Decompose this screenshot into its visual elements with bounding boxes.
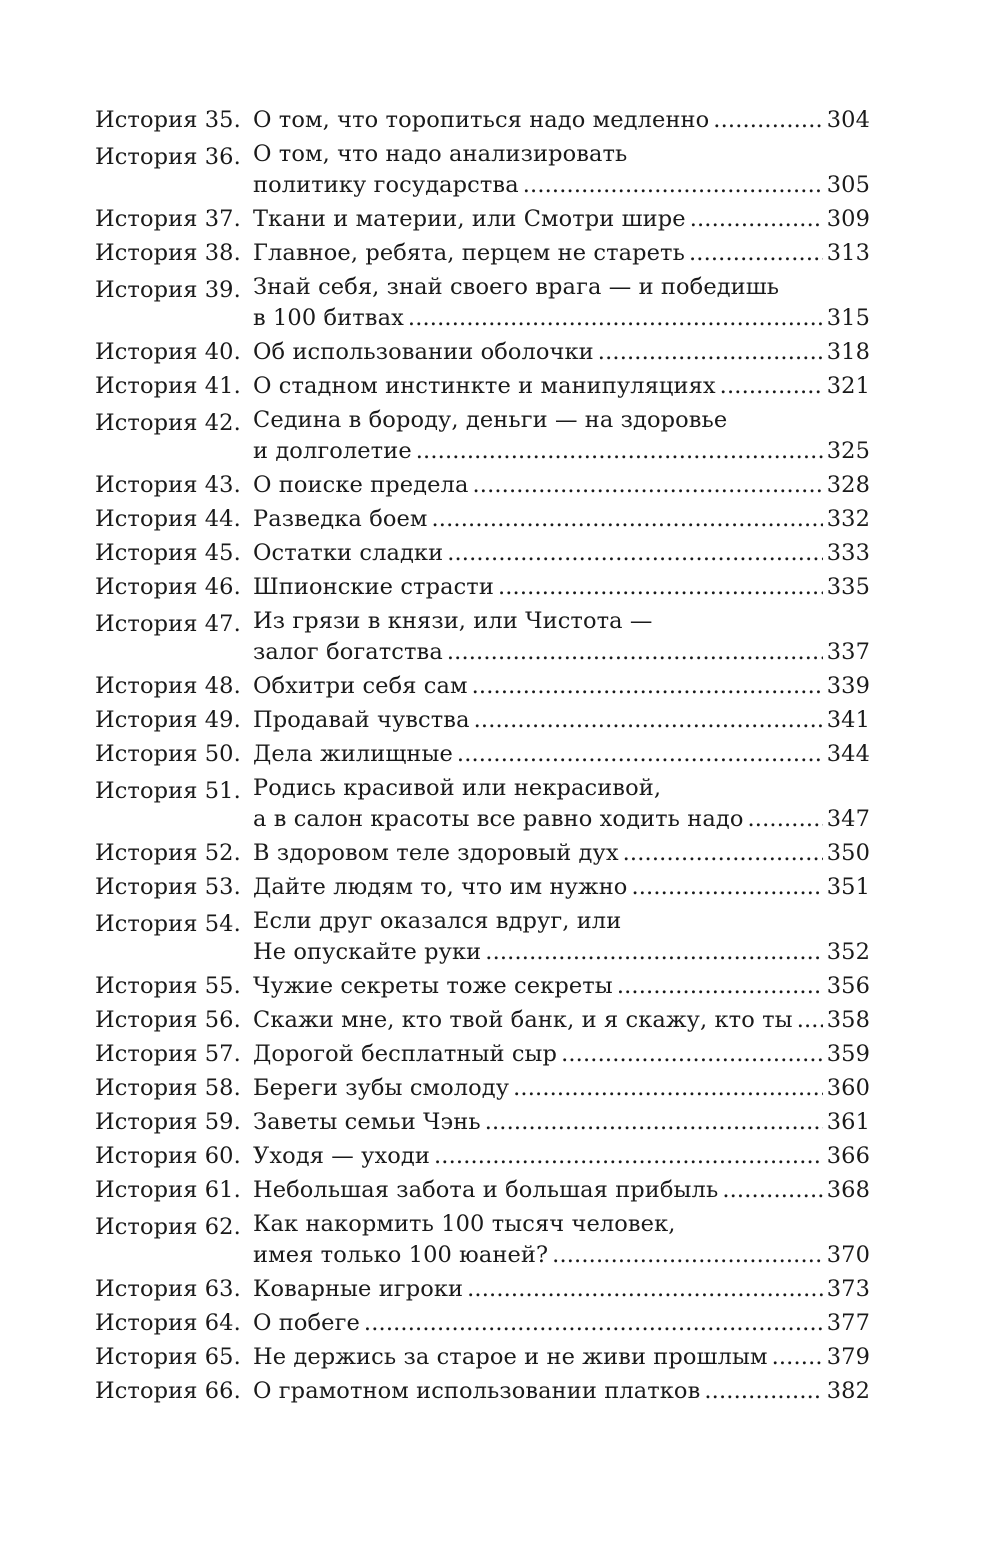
toc-entry-title-line: Об использовании оболочки <box>253 339 594 365</box>
page-number: 339 <box>826 673 870 699</box>
dot-leader <box>523 168 823 202</box>
toc-entry[interactable] <box>95 904 870 969</box>
toc-entry-label: История 43. <box>95 472 241 498</box>
toc-entry-title-line: Чужие секреты тоже секреты <box>253 973 613 999</box>
toc-entry[interactable] <box>95 1071 870 1105</box>
dot-leader <box>720 369 823 403</box>
toc-entry-title-line: О том, что надо анализировать <box>253 141 628 167</box>
page-number: 335 <box>826 574 870 600</box>
dot-leader <box>432 502 823 536</box>
toc-entry[interactable] <box>95 737 870 771</box>
toc-entry-label: История 62. <box>95 1214 241 1240</box>
toc-entry-title-line: залог богатства <box>253 639 443 665</box>
page-number: 370 <box>826 1242 870 1268</box>
toc-entry-label: История 63. <box>95 1276 241 1302</box>
toc-entry-title-line: Как накормить 100 тысяч человек, <box>253 1211 676 1237</box>
toc-entry-last-line <box>253 1306 870 1340</box>
toc-entry-title-line: Продавай чувства <box>253 707 470 733</box>
toc-entry-title-line: Береги зубы смолоду <box>253 1075 510 1101</box>
toc-entry-title-line: Скажи мне, кто твой банк, и я скажу, кто ты <box>253 1007 793 1033</box>
toc-entry-title-line: Шпионские страсти <box>253 574 494 600</box>
toc-entry-last-line <box>253 1173 870 1207</box>
toc-entry-body <box>253 1210 870 1272</box>
page-number: 337 <box>826 639 870 665</box>
dot-leader <box>457 737 823 771</box>
toc-entry-label: История 45. <box>95 540 241 566</box>
toc-entry-label: История 35. <box>95 107 241 133</box>
toc-entry-last-line <box>253 802 870 836</box>
toc-entry-label: История 61. <box>95 1177 241 1203</box>
dot-leader <box>722 1173 822 1207</box>
toc-entry-title-line: Обхитри себя сам <box>253 673 468 699</box>
toc-entry-title-line: Если друг оказался вдруг, или <box>253 908 622 934</box>
toc-entry-label: История 39. <box>95 277 241 303</box>
page-number: 368 <box>826 1177 870 1203</box>
page-number: 347 <box>826 806 870 832</box>
toc-entry-label: История 47. <box>95 611 241 637</box>
page-number: 358 <box>826 1007 870 1033</box>
toc-entry-body <box>253 202 870 236</box>
toc-entry-label: История 65. <box>95 1344 241 1370</box>
toc-entry-title-line: Не держись за старое и не живи прошлым <box>253 1344 768 1370</box>
dot-leader <box>498 570 823 604</box>
toc-entry-label: История 54. <box>95 911 241 937</box>
toc-entry[interactable] <box>95 236 870 270</box>
toc-entry-body <box>253 1340 870 1374</box>
toc-entry[interactable] <box>95 335 870 369</box>
toc-entry[interactable] <box>95 536 870 570</box>
toc-entry[interactable] <box>95 870 870 904</box>
toc-entry-body <box>253 969 870 1003</box>
toc-entry-title-line: Разведка боем <box>253 506 428 532</box>
toc-entry-last-line <box>253 870 870 904</box>
dot-leader <box>447 536 823 570</box>
toc-entry-label: История 42. <box>95 410 241 436</box>
dot-leader <box>408 301 823 335</box>
page-number: 379 <box>826 1344 870 1370</box>
toc-entry-title-line: Небольшая забота и большая прибыль <box>253 1177 719 1203</box>
toc-entry-title-line: Главное, ребята, перцем не стареть <box>253 240 685 266</box>
toc-entry[interactable] <box>95 502 870 536</box>
toc-entry-label: История 52. <box>95 840 241 866</box>
toc-entry-body <box>253 236 870 270</box>
toc-entry-body <box>253 1173 870 1207</box>
toc-entry-body <box>253 907 870 969</box>
toc-entry-body <box>253 737 870 771</box>
dot-leader <box>416 434 823 468</box>
toc-entry-last-line <box>253 669 870 703</box>
toc-entry[interactable] <box>95 1272 870 1306</box>
dot-leader <box>552 1238 823 1272</box>
toc-entry-title-line: В здоровом теле здоровый дух <box>253 840 619 866</box>
toc-entry-title-line: Уходя — уходи <box>253 1143 430 1169</box>
dot-leader <box>631 870 822 904</box>
page-number: 377 <box>826 1310 870 1336</box>
toc-entry-label: История 38. <box>95 240 241 266</box>
toc-entry-title-line: Ткани и материи, или Смотри шире <box>253 206 686 232</box>
toc-entry[interactable] <box>95 403 870 468</box>
page-number: 352 <box>826 939 870 965</box>
toc-entry-body <box>253 870 870 904</box>
toc-entry-last-line <box>253 1071 870 1105</box>
toc-entry-last-line <box>253 1105 870 1139</box>
toc-entry-label: История 40. <box>95 339 241 365</box>
toc-entry-title-line: О стадном инстинкте и манипуляциях <box>253 373 716 399</box>
page-number: 373 <box>826 1276 870 1302</box>
page-number: 318 <box>826 339 870 365</box>
toc-entry-last-line <box>253 502 870 536</box>
page-number: 361 <box>826 1109 870 1135</box>
toc-entry-title-line: О грамотном использовании платков <box>253 1378 701 1404</box>
page-number: 366 <box>826 1143 870 1169</box>
dot-leader <box>689 236 823 270</box>
page-number: 325 <box>826 438 870 464</box>
dot-leader <box>561 1037 823 1071</box>
dot-leader <box>704 1374 822 1408</box>
toc-entry[interactable] <box>95 836 870 870</box>
toc-entry-label: История 44. <box>95 506 241 532</box>
toc-entry-last-line <box>253 1340 870 1374</box>
toc-entry-last-line <box>253 369 870 403</box>
toc-entry-label: История 48. <box>95 673 241 699</box>
toc-entry-last-line <box>253 301 870 335</box>
dot-leader <box>690 202 823 236</box>
toc-entry-label: История 55. <box>95 973 241 999</box>
dot-leader <box>797 1003 823 1037</box>
toc-entry[interactable] <box>95 1173 870 1207</box>
dot-leader <box>623 836 823 870</box>
toc-entry-body <box>253 536 870 570</box>
toc-entry-body <box>253 468 870 502</box>
toc-entry-body <box>253 607 870 669</box>
toc-entry-title-line: Седина в бороду, деньги — на здоровье <box>253 407 728 433</box>
toc-entry-title-line: Остатки сладки <box>253 540 444 566</box>
toc-entry-label: История 37. <box>95 206 241 232</box>
toc-entry[interactable] <box>95 1003 870 1037</box>
toc-entry-label: История 60. <box>95 1143 241 1169</box>
toc-entry[interactable] <box>95 969 870 1003</box>
toc-entry-last-line <box>253 236 870 270</box>
toc-entry-last-line <box>253 969 870 1003</box>
toc-entry-last-line <box>253 737 870 771</box>
toc-entry-last-line <box>253 703 870 737</box>
toc-entry-body <box>253 570 870 604</box>
toc-entry-title-line: Дела жилищные <box>253 741 453 767</box>
page-number: 350 <box>826 840 870 866</box>
toc-entry[interactable] <box>95 771 870 836</box>
toc-entry-title-line: О поиске предела <box>253 472 469 498</box>
toc-entry[interactable] <box>95 604 870 669</box>
toc-entry-body <box>253 273 870 335</box>
page-number: 359 <box>826 1041 870 1067</box>
toc-entry-body <box>253 502 870 536</box>
toc-entry-body <box>253 1037 870 1071</box>
toc-entry-body <box>253 669 870 703</box>
dot-leader <box>513 1071 823 1105</box>
toc-entry-last-line <box>253 468 870 502</box>
toc-entry-label: История 66. <box>95 1378 241 1404</box>
toc-entry-title-line: Дорогой бесплатный сыр <box>253 1041 558 1067</box>
toc-entry-title-line: а в салон красоты все равно ходить надо <box>253 806 744 832</box>
toc-entry-last-line <box>253 1139 870 1173</box>
dot-leader <box>474 703 823 737</box>
page-number: 351 <box>826 874 870 900</box>
toc-entry[interactable] <box>95 202 870 236</box>
toc-entry[interactable] <box>95 669 870 703</box>
toc-entry[interactable] <box>95 468 870 502</box>
toc-entry-title-line: Знай себя, знай своего врага — и победишь <box>253 274 780 300</box>
toc-entry-label: История 36. <box>95 144 241 170</box>
dot-leader <box>472 468 822 502</box>
page-number: 344 <box>826 741 870 767</box>
toc-entry-last-line <box>253 168 870 202</box>
toc-entry-last-line <box>253 1272 870 1306</box>
toc-entry-body <box>253 1272 870 1306</box>
toc-entry-body <box>253 703 870 737</box>
toc-entry-body <box>253 335 870 369</box>
toc-entry[interactable] <box>95 270 870 335</box>
page-number: 356 <box>826 973 870 999</box>
dot-leader <box>364 1306 823 1340</box>
toc-entry[interactable] <box>95 570 870 604</box>
toc-entry-body <box>253 1105 870 1139</box>
page-number: 313 <box>826 240 870 266</box>
dot-leader <box>747 802 822 836</box>
toc-entry-last-line <box>253 202 870 236</box>
toc-entry-body <box>253 836 870 870</box>
toc-entry[interactable] <box>95 103 870 137</box>
dot-leader <box>598 335 823 369</box>
dot-leader <box>485 935 822 969</box>
toc-entry-last-line <box>253 635 870 669</box>
dot-leader <box>434 1139 823 1173</box>
toc-entry[interactable] <box>95 137 870 202</box>
toc-entry-last-line <box>253 1003 870 1037</box>
toc-entry-title-line: Коварные игроки <box>253 1276 464 1302</box>
page-number: 321 <box>826 373 870 399</box>
toc-entry-title-line: Родись красивой или некрасивой, <box>253 775 662 801</box>
toc-entry-label: История 64. <box>95 1310 241 1336</box>
dot-leader <box>485 1105 823 1139</box>
dot-leader <box>617 969 823 1003</box>
toc-entry-title-line: Не опускайте руки <box>253 939 482 965</box>
toc-entry-title-line: Заветы семьи Чэнь <box>253 1109 481 1135</box>
toc-entry-title-line: имея только 100 юаней? <box>253 1242 549 1268</box>
toc-entry-last-line <box>253 1037 870 1071</box>
toc-entry-label: История 51. <box>95 778 241 804</box>
page-number: 341 <box>826 707 870 733</box>
toc-entry[interactable] <box>95 1037 870 1071</box>
toc-entry-body <box>253 1139 870 1173</box>
page-number: 305 <box>826 172 870 198</box>
toc-entry-last-line <box>253 103 870 137</box>
toc-entry-body <box>253 406 870 468</box>
toc-entry-body <box>253 774 870 836</box>
page-number: 315 <box>826 305 870 331</box>
page-number: 382 <box>826 1378 870 1404</box>
toc-entry-label: История 49. <box>95 707 241 733</box>
table-of-contents <box>95 103 870 1408</box>
toc-entry[interactable] <box>95 1340 870 1374</box>
page-number: 309 <box>826 206 870 232</box>
toc-entry-label: История 46. <box>95 574 241 600</box>
toc-entry[interactable] <box>95 1306 870 1340</box>
toc-entry-title-line: О том, что торопиться надо медленно <box>253 107 710 133</box>
toc-entry-title-line: и долголетие <box>253 438 412 464</box>
toc-entry-title-line: в 100 битвах <box>253 305 404 331</box>
toc-entry-last-line <box>253 1238 870 1272</box>
page-number: 304 <box>826 107 870 133</box>
toc-entry-last-line <box>253 935 870 969</box>
toc-entry-label: История 50. <box>95 741 241 767</box>
page-number: 333 <box>826 540 870 566</box>
dot-leader <box>713 103 822 137</box>
toc-entry[interactable] <box>95 1207 870 1272</box>
toc-entry[interactable] <box>95 703 870 737</box>
dot-leader <box>447 635 823 669</box>
toc-entry-title-line: Из грязи в князи, или Чистота — <box>253 608 653 634</box>
toc-entry-last-line <box>253 434 870 468</box>
toc-entry-title-line: Дайте людям то, что им нужно <box>253 874 628 900</box>
toc-entry-label: История 41. <box>95 373 241 399</box>
toc-entry[interactable] <box>95 1139 870 1173</box>
toc-entry-title-line: политику государства <box>253 172 519 198</box>
toc-entry-body <box>253 1071 870 1105</box>
page-number: 328 <box>826 472 870 498</box>
toc-entry-body <box>253 1374 870 1408</box>
toc-entry-last-line <box>253 570 870 604</box>
toc-entry-last-line <box>253 836 870 870</box>
toc-entry-body <box>253 1306 870 1340</box>
toc-entry[interactable] <box>95 1105 870 1139</box>
toc-entry-body <box>253 369 870 403</box>
toc-entry-last-line <box>253 536 870 570</box>
toc-entry-label: История 57. <box>95 1041 241 1067</box>
toc-entry-label: История 53. <box>95 874 241 900</box>
dot-leader <box>472 669 823 703</box>
toc-entry-last-line <box>253 335 870 369</box>
dot-leader <box>467 1272 823 1306</box>
toc-entry-label: История 56. <box>95 1007 241 1033</box>
toc-entry-label: История 58. <box>95 1075 241 1101</box>
page-number: 360 <box>826 1075 870 1101</box>
toc-entry-body <box>253 140 870 202</box>
toc-entry[interactable] <box>95 1374 870 1408</box>
toc-entry-last-line <box>253 1374 870 1408</box>
toc-entry-label: История 59. <box>95 1109 241 1135</box>
toc-entry-body <box>253 103 870 137</box>
toc-entry-title-line: О побеге <box>253 1310 360 1336</box>
page-number: 332 <box>826 506 870 532</box>
dot-leader <box>772 1340 823 1374</box>
toc-entry-body <box>253 1003 870 1037</box>
toc-entry[interactable] <box>95 369 870 403</box>
